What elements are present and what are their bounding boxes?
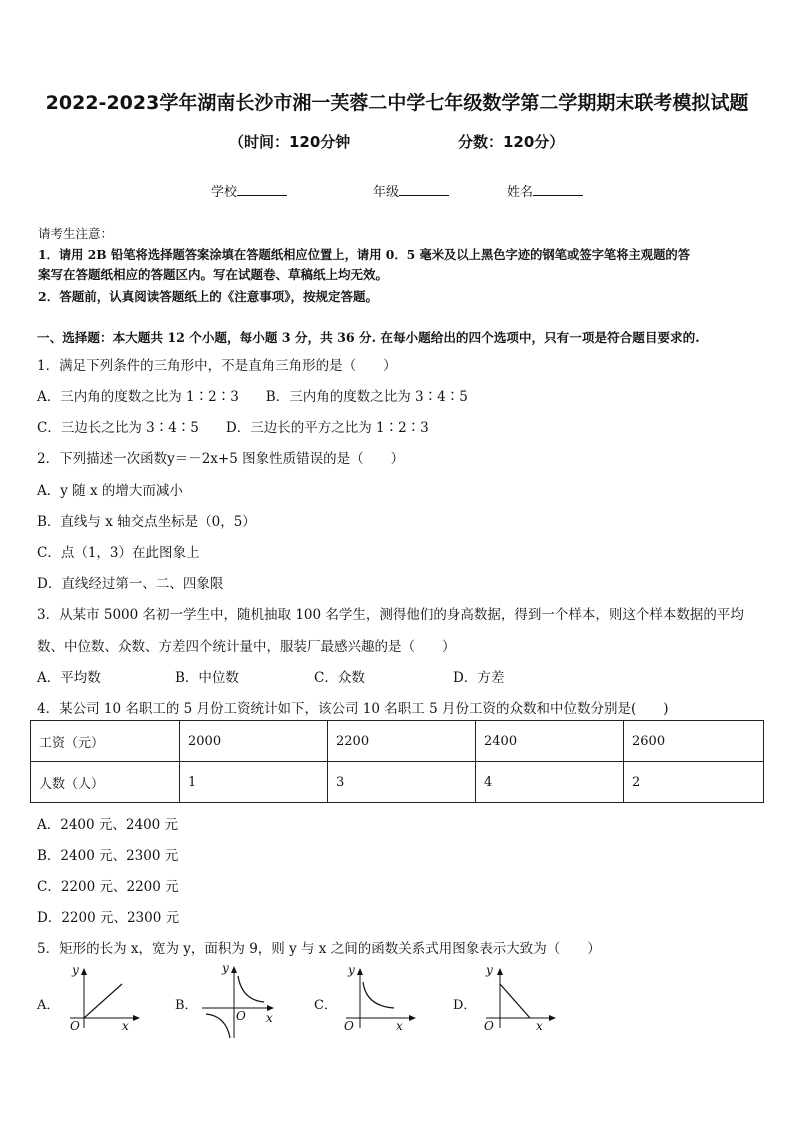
table-cell: 工资（元） (31, 721, 180, 762)
q4-option-c: C．2200 元、2200 元 (37, 879, 179, 895)
graph-b-y-arrow (231, 966, 237, 973)
exam-score: 分数：120分） (458, 133, 565, 151)
graph-b-y-label: y (222, 962, 229, 975)
table-cell: 2200 (328, 721, 476, 762)
table-cell: 2400 (476, 721, 624, 762)
table-cell: 3 (328, 762, 476, 803)
table-cell: 1 (180, 762, 328, 803)
graph-a-y-label: y (72, 963, 79, 977)
graph-b (196, 962, 280, 1042)
q3-option-d: D．方差 (453, 670, 505, 686)
graph-b-curve-lower (206, 1014, 230, 1038)
q2-option-c: C．点（1，3）在此图象上 (37, 545, 200, 561)
table-cell: 4 (476, 762, 624, 803)
q3-option-c: C．众数 (314, 670, 365, 686)
graph-d-origin: O (484, 1019, 494, 1033)
graph-b-origin: O (236, 1009, 246, 1023)
exam-time: （时间：120分钟 (229, 133, 351, 151)
grade-field[interactable] (373, 181, 449, 200)
graph-c-y-arrow (357, 968, 363, 975)
graph-d-y-label: y (486, 963, 493, 977)
school-label: 学校 (211, 185, 238, 200)
section-heading: 一、选择题：本大题共 12 个小题，每小题 3 分，共 36 分. 在每小题给出的四个选项中，只有一项是符合题目要求的. (37, 330, 700, 345)
graph-d (476, 962, 560, 1034)
graph-c-x-arrow (409, 1015, 416, 1021)
graph-c-y-label: y (348, 963, 355, 977)
q4-option-d: D．2200 元、2300 元 (37, 910, 180, 926)
graph-a (60, 962, 144, 1034)
graph-a-x-arrow (133, 1015, 140, 1021)
q3-stem-2: 数、中位数、众数、方差四个统计量中，服装厂最感兴趣的是（ ） (37, 639, 456, 655)
graph-d-x-label: x (536, 1019, 543, 1033)
q1-stem: 1．满足下列条件的三角形中，不是直角三角形的是（ ） (37, 358, 397, 374)
graph-c-origin: O (344, 1019, 354, 1033)
name-field[interactable] (507, 181, 583, 200)
q5-label-b: B． (175, 998, 198, 1013)
q2-stem: 2．下列描述一次函数y＝－2x+5 图象性质错误的是（ ） (37, 451, 405, 467)
q2-option-d: D．直线经过第一、二、四象限 (37, 576, 224, 592)
q4-stem: 4．某公司 10 名职工的 5 月份工资统计如下，该公司 10 名职工 5 月份工资的众数和中位数分别是( ) (37, 701, 669, 717)
school-field[interactable] (211, 181, 287, 200)
q4-option-a: A．2400 元、2400 元 (37, 817, 179, 833)
graph-a-x-label: x (122, 1019, 129, 1033)
graph-b-curve-upper (238, 976, 264, 1002)
q3-stem-1: 3．从某市 5000 名初一学生中，随机抽取 100 名学生，测得他们的身高数据，得到一个样本，则这个样本数据的平均 (37, 607, 744, 623)
graph-b-x-label: x (266, 1011, 273, 1025)
q1-options-ab: A．三内角的度数之比为 1∶2∶3 B．三内角的度数之比为 3∶4∶5 (37, 389, 468, 405)
graph-a-y-arrow (81, 968, 87, 975)
name-label: 姓名 (507, 185, 534, 200)
school-blank[interactable] (237, 183, 287, 196)
q5-stem: 5．矩形的长为 x，宽为 y，面积为 9，则 y 与 x 之间的函数关系式用图象表示大致为（ ） (37, 941, 601, 957)
q5-label-a: A． (37, 998, 60, 1013)
notice-line-1b: 案写在答题纸相应的答题区内。写在试题卷、草稿纸上均无效。 (38, 267, 389, 282)
q5-label-d: D． (453, 998, 477, 1013)
graph-d-y-arrow (497, 968, 503, 975)
q2-option-b: B．直线与 x 轴交点坐标是（0，5） (37, 514, 256, 530)
graph-c-curve (363, 982, 394, 1008)
graph-d-curve (500, 984, 530, 1018)
q5-label-c: C． (314, 998, 337, 1013)
notice-line-1a: 1．请用 2B 铅笔将选择题答案涂填在答题纸相应位置上，请用 0．5 毫米及以上黑色字迹的钢笔或签字笔将主观题的答 (38, 247, 690, 262)
grade-label: 年级 (373, 185, 400, 200)
table-cell: 2000 (180, 721, 328, 762)
table-row (31, 762, 764, 803)
table-cell: 2 (624, 762, 764, 803)
grade-blank[interactable] (399, 183, 449, 196)
notice-line-2: 2．答题前，认真阅读答题纸上的《注意事项》，按规定答题。 (38, 289, 378, 304)
table-cell: 2600 (624, 721, 764, 762)
q2-option-a: A．y 随 x 的增大而减小 (37, 483, 183, 499)
graph-a-curve (84, 984, 122, 1018)
q3-option-b: B．中位数 (175, 670, 239, 686)
page-title: 2022-2023学年湖南长沙市湘一芙蓉二中学七年级数学第二学期期末联考模拟试题 (45, 92, 749, 114)
graph-a-origin: O (70, 1019, 80, 1033)
wage-table (30, 720, 764, 803)
graph-c (336, 962, 420, 1034)
notice-heading: 请考生注意： (38, 226, 114, 241)
graph-d-x-arrow (549, 1015, 556, 1021)
graph-c-x-label: x (396, 1019, 403, 1033)
table-cell: 人数（人） (31, 762, 180, 803)
q1-options-cd: C．三边长之比为 3∶4∶5 D．三边长的平方之比为 1∶2∶3 (37, 420, 429, 436)
table-row (31, 721, 764, 762)
q3-option-a: A．平均数 (37, 670, 101, 686)
name-blank[interactable] (533, 183, 583, 196)
q4-option-b: B．2400 元、2300 元 (37, 848, 179, 864)
